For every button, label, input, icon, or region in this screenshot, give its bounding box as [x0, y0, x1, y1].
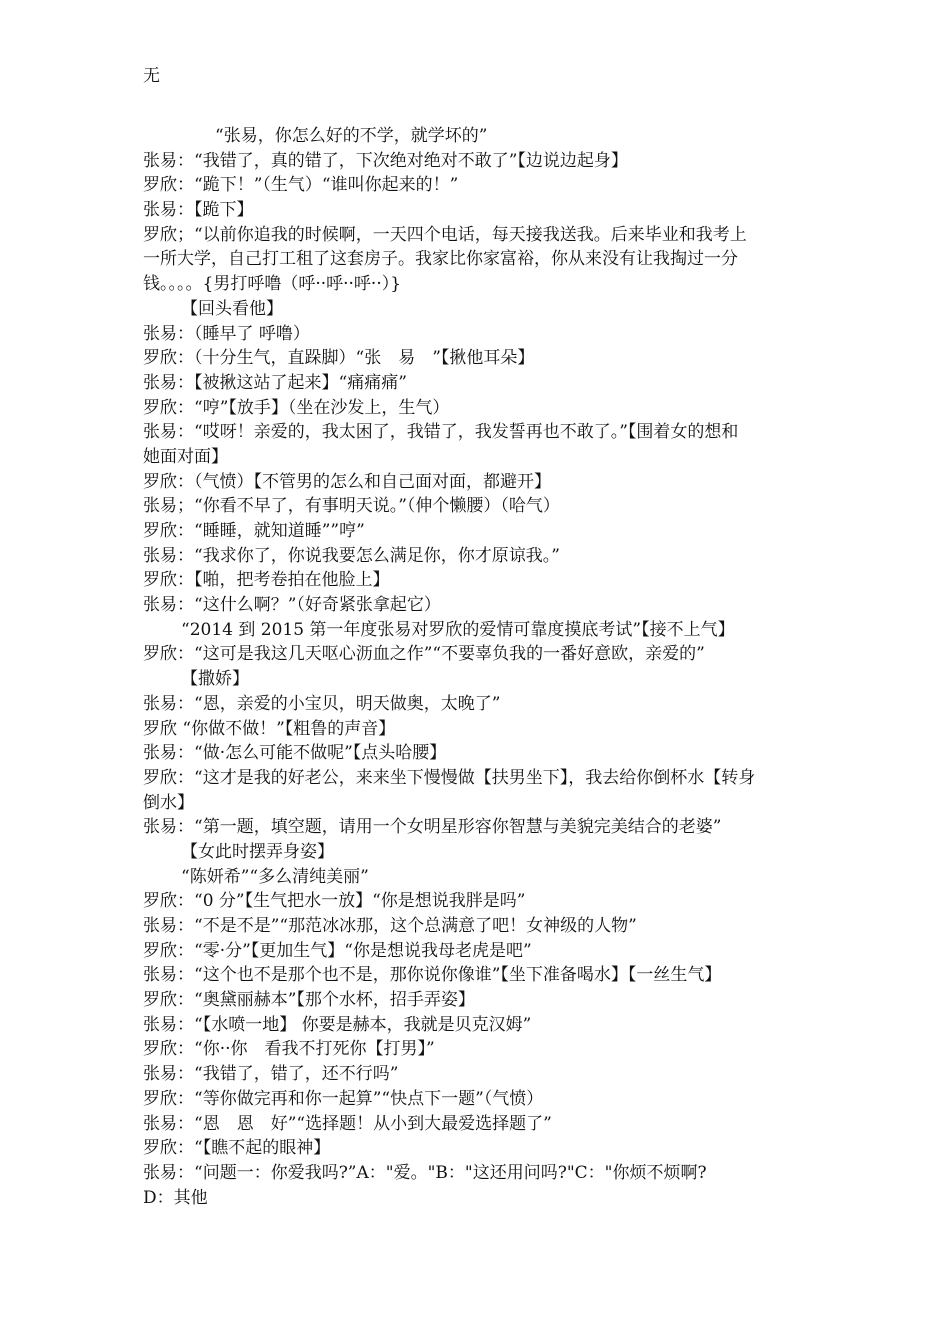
text-line: 罗欣：（十分生气，直跺脚）“张 易 ”【揪他耳朵】	[143, 348, 535, 369]
text-line: 倒水】	[143, 792, 194, 813]
text-line: 张易：（睡早了 呼噜）	[143, 323, 310, 344]
text-line: 罗欣：“等你做完再和你一起算”“快点下一题”（气愤）	[143, 1088, 544, 1109]
text-line: 罗欣：“哼”【放手】（坐在沙发上，生气）	[143, 397, 450, 418]
text-line: 【女此时摆弄身姿】	[181, 841, 334, 862]
text-line: 罗欣：“【瞧不起的眼神】	[143, 1138, 331, 1159]
text-line: 张易：“我错了，真的错了，下次绝对绝对不敢了”【边说边起身】	[143, 150, 628, 171]
text-line: 张易：“【水喷一地】 你要是赫本，我就是贝克汉姆”	[143, 1014, 532, 1035]
text-line: 罗欣：【啪，把考卷拍在他脸上】	[143, 570, 390, 591]
text-line: 张易：“第一题，填空题，请用一个女明星形容你智慧与美貌完美结合的老婆”	[143, 817, 722, 838]
text-line: 张易；“你看不早了，有事明天说。”（伸个懒腰）（哈气）	[143, 496, 560, 517]
text-line: 张易：“这个也不是那个也不是，那你说你像谁”【坐下准备喝水】【一丝生气】	[143, 965, 722, 986]
text-line: 罗欣：“睡睡，就知道睡””哼”	[143, 521, 365, 541]
text-line: “2014 到 2015 第一年度张易对罗欣的爱情可靠度摸底考试”【接不上气】	[181, 619, 735, 640]
text-line: 罗欣；“以前你追我的时候啊，一天四个电话，每天接我送我。后来毕业和我考上	[143, 224, 747, 245]
text-line: 罗欣：“你··你 看我不打死你【打男】”	[143, 1039, 435, 1060]
text-line: 张易：“我求你了，你说我要怎么满足你，你才原谅我。”	[143, 545, 560, 566]
text-line: 张易：“这什么啊？”（好奇紧张拿起它）	[143, 595, 441, 616]
text-line: 张易：“哎呀！亲爱的，我太困了，我错了，我发誓再也不敢了。”【围着女的想和	[143, 422, 739, 443]
text-line: 罗欣：“奥黛丽赫本”【那个水杯，招手弄姿】	[143, 990, 475, 1011]
text-line: 罗欣：“这可是我这几天呕心沥血之作”“不要辜负我的一番好意欧，亲爱的”	[143, 644, 705, 665]
text-line: 罗欣：“0 分”【生气把水一放】“你是想说我胖是吗”	[143, 891, 526, 912]
text-line: 一所大学，自己打工租了这套房子。我家比你家富裕，你从来没有让我掏过一分	[143, 249, 738, 270]
text-line: “张易，你怎么好的不学，就学坏的”	[215, 126, 488, 146]
text-line: “陈妍希”“多么清纯美丽”	[181, 866, 369, 887]
text-line: 她面对面】	[143, 446, 228, 467]
text-line: 【回头看他】	[181, 298, 283, 319]
text-line: 【撒娇】	[181, 669, 249, 690]
text-line: 罗欣：（气愤）【不管男的怎么和自己面对面，都避开】	[143, 471, 551, 492]
text-line: 张易：【被揪这站了起来】“痛痛痛”	[143, 372, 407, 393]
text-line: 罗欣：“跪下！”（生气）“谁叫你起来的！”	[143, 175, 459, 196]
document-body	[143, 124, 811, 1210]
text-line: 张易：【跪下】	[143, 200, 254, 221]
text-line: 张易：“问题一：你爱我吗?”A："爱。"B："这还用问吗?"C："你烦不烦啊?	[143, 1162, 707, 1183]
text-line: 张易：“恩 恩 好”“选择题！从小到大最爱选择题了”	[143, 1113, 552, 1134]
text-line: 张易：“我错了，错了，还不行吗”	[143, 1064, 399, 1085]
text-line: D：其他	[143, 1187, 208, 1208]
text-line: 罗欣 “你做不做！”【粗鲁的声音】	[143, 718, 396, 739]
text-line: 钱。。。。{男打呼噜（呼··呼··呼··）}	[143, 274, 402, 295]
text-line: 张易：“不是不是”“那范冰冰那，这个总满意了吧！女神级的人物”	[143, 916, 637, 936]
page-header: 无	[143, 66, 160, 86]
text-line: 罗欣：“零·分”【更加生气】“你是想说我母老虎是吧”	[143, 940, 532, 961]
text-line: 张易：“恩，亲爱的小宝贝，明天做奥，太晚了”	[143, 693, 501, 714]
text-line: 张易：“做·怎么可能不做呢”【点头哈腰】	[143, 743, 447, 764]
text-line: 罗欣：“这才是我的好老公，来来坐下慢慢做【扶男坐下】，我去给你倒杯水【转身	[143, 767, 756, 788]
